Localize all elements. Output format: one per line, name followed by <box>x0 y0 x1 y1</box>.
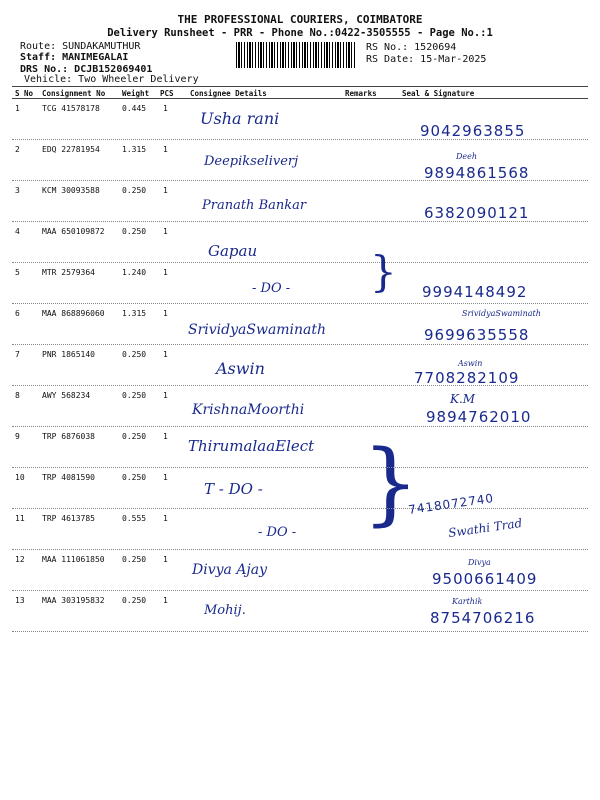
row-pcs: 1 <box>163 514 168 523</box>
row-signature: Deeh <box>456 152 478 161</box>
row-consignment: AWY 568234 <box>42 391 91 400</box>
row-weight: 1.315 <box>122 309 147 318</box>
row-pcs: 1 <box>163 268 168 277</box>
row-consignee: Mohij. <box>204 603 246 618</box>
row-weight: 0.250 <box>122 555 147 564</box>
col-consignee: Consignee Details <box>190 89 267 98</box>
table-row <box>12 304 588 345</box>
row-consignee: Pranath Bankar <box>202 198 307 213</box>
row-weight: 0.250 <box>122 596 147 605</box>
col-pcs: PCS <box>160 89 174 98</box>
row-pcs: 1 <box>163 309 168 318</box>
row-sno: 5 <box>15 268 20 277</box>
row-sno: 4 <box>15 227 20 236</box>
row-phone: 9042963855 <box>420 122 526 140</box>
row-pcs: 1 <box>163 227 168 236</box>
row-consignee: Gapau <box>208 242 258 260</box>
brace-icon: } <box>362 431 420 536</box>
row-pcs: 1 <box>163 104 168 113</box>
row-pcs: 1 <box>163 350 168 359</box>
row-sno: 1 <box>15 104 20 113</box>
row-consignment: MAA 303195832 <box>42 596 105 605</box>
row-consignee: Deepikseliverj <box>204 154 299 169</box>
table-row <box>12 99 588 140</box>
row-weight: 0.250 <box>122 350 147 359</box>
row-consignment: MAA 650109872 <box>42 227 105 236</box>
row-sno: 13 <box>15 596 25 605</box>
header-rule-top <box>12 86 588 87</box>
table-row <box>12 345 588 386</box>
route-label: Route: SUNDAKAMUTHUR <box>20 41 141 52</box>
row-sno: 6 <box>15 309 20 318</box>
row-consignee: KrishnaMoorthi <box>192 402 305 418</box>
row-sno: 2 <box>15 145 20 154</box>
table-row <box>12 468 588 509</box>
row-consignment: TRP 4081590 <box>42 473 95 482</box>
col-remarks: Remarks <box>345 89 377 98</box>
row-weight: 0.250 <box>122 473 147 482</box>
table-row <box>12 140 588 181</box>
col-sno: S No <box>15 89 34 98</box>
col-seal: Seal & Signature <box>402 89 475 98</box>
row-sno: 9 <box>15 432 20 441</box>
rs-date: RS Date: 15-Mar-2025 <box>366 54 487 65</box>
vehicle-label: Vehicle: Two Wheeler Delivery <box>24 74 199 85</box>
row-consignment: PNR 1865140 <box>42 350 95 359</box>
row-consignee: Aswin <box>216 359 265 378</box>
row-consignee: - DO - <box>258 525 297 540</box>
row-phone: 9994148492 <box>422 283 528 301</box>
row-consignment: MAA 868896060 <box>42 309 105 318</box>
col-weight: Weight <box>122 89 150 98</box>
row-signature: Swathi Trad <box>447 515 524 541</box>
row-pcs: 1 <box>163 432 168 441</box>
table-row <box>12 181 588 222</box>
row-phone: 7708282109 <box>414 369 520 387</box>
row-phone: 9894762010 <box>426 408 532 426</box>
row-pcs: 1 <box>163 145 168 154</box>
company-title: THE PROFESSIONAL COURIERS, COIMBATORE <box>177 13 423 26</box>
brace-icon: } <box>370 247 397 296</box>
row-phone: 9500661409 <box>432 570 538 588</box>
barcode <box>236 42 356 68</box>
row-consignment: EDQ 22781954 <box>42 145 100 154</box>
row-pcs: 1 <box>163 391 168 400</box>
row-sno: 11 <box>15 514 25 523</box>
row-signature: Aswin <box>458 359 483 368</box>
table-row <box>12 222 588 263</box>
row-phone: 8754706216 <box>430 609 536 627</box>
row-signature: K.M <box>450 392 476 406</box>
row-pcs: 1 <box>163 186 168 195</box>
row-consignee: Divya Ajay <box>192 562 268 578</box>
row-consignment: MTR 2579364 <box>42 268 95 277</box>
row-sno: 7 <box>15 350 20 359</box>
row-consignee: ThirumalaaElect <box>188 437 315 455</box>
row-weight: 1.315 <box>122 145 147 154</box>
table-row <box>12 386 588 427</box>
table-row <box>12 550 588 591</box>
col-consignment: Consignment No <box>42 89 106 98</box>
row-pcs: 1 <box>163 596 168 605</box>
row-signature: Karthik <box>452 597 483 606</box>
rs-number: RS No.: 1520694 <box>366 42 457 53</box>
row-sno: 12 <box>15 555 25 564</box>
row-sno: 8 <box>15 391 20 400</box>
row-separator <box>12 631 588 632</box>
row-consignment: MAA 111061850 <box>42 555 105 564</box>
row-weight: 0.250 <box>122 227 147 236</box>
row-weight: 0.250 <box>122 186 147 195</box>
row-phone: 6382090121 <box>424 204 530 222</box>
row-pcs: 1 <box>163 473 168 482</box>
row-consignee: Usha rani <box>200 109 280 128</box>
row-consignment: TRP 6876038 <box>42 432 95 441</box>
runsheet-subtitle: Delivery Runsheet - PRR - Phone No.:0422-3505555 - Page No.:1 <box>107 27 493 39</box>
row-sno: 10 <box>15 473 25 482</box>
row-weight: 0.555 <box>122 514 147 523</box>
row-weight: 0.445 <box>122 104 147 113</box>
row-phone: 9699635558 <box>424 326 530 344</box>
row-sno: 3 <box>15 186 20 195</box>
table-row <box>12 591 588 632</box>
row-consignment: TCG 41578178 <box>42 104 100 113</box>
row-weight: 0.250 <box>122 391 147 400</box>
row-phone: 9894861568 <box>424 164 530 182</box>
row-consignment: KCM 30093588 <box>42 186 100 195</box>
row-consignee: - DO - <box>252 281 291 296</box>
row-signature: Divya <box>468 558 491 567</box>
row-pcs: 1 <box>163 555 168 564</box>
row-consignee: T - DO - <box>204 480 263 498</box>
row-consignment: TRP 4613785 <box>42 514 95 523</box>
row-signature: SrividyaSwaminath <box>462 309 541 318</box>
staff-label: Staff: MANIMEGALAI <box>20 52 129 63</box>
table-row <box>12 491 588 550</box>
row-weight: 1.240 <box>122 268 147 277</box>
row-phone: 7418072740 <box>407 491 495 517</box>
drs-label: DRS No.: DCJB152069401 <box>20 64 153 75</box>
row-consignee: SrividyaSwaminath <box>188 322 327 338</box>
row-weight: 0.250 <box>122 432 147 441</box>
